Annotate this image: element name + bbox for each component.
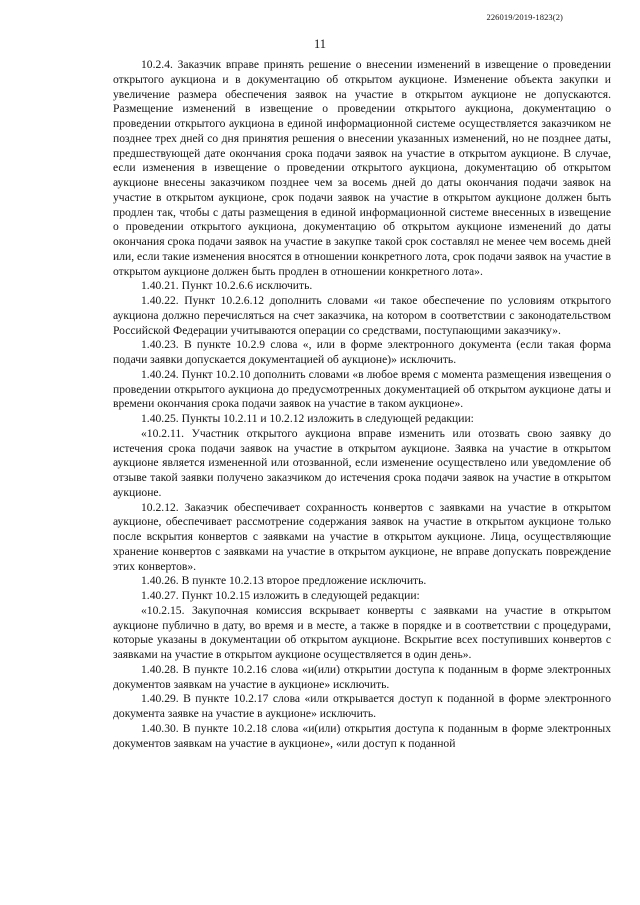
paragraph: 1.40.21. Пункт 10.2.6.6 исключить. — [141, 279, 313, 293]
page-number: 11 — [313, 37, 327, 51]
paragraph: 1.40.26. В пункте 10.2.13 второе предложение исключить. — [141, 574, 427, 588]
paragraph: 1.40.30. В пункте 10.2.18 слова «и(или) открытия доступа к поданным в форме электронных документов заявкам на участие в аукционе», «или доступ к поданной — [113, 721, 611, 750]
paragraph: 10.2.4. Заказчик вправе принять решение о внесении изменений в извещение о проведении открытого аукциона и в документацию об открытом аукционе. Изменение объекта закупки и увеличение размера обеспечения заявок на участие в открытом аукционе не допускаются. Размещение изменений в извещение о проведении открытого аукциона, документацию о проведении открытого аукциона в единой информационной системе осуществляется заказчиком не позднее трех дней со дня принятия решения о внесении указанных изменений, но не позднее даты, предшествующей дате окончания срока подачи заявок на участие в открытом аукционе. В случае, если изменения в извещение о проведении открытого аукциона, документацию об открытом аукционе внесены заказчиком позднее чем за восемь дней до даты окончания подачи заявок на участие в открытом аукционе, срок подачи заявок на участие в открытом аукционе должен быть продлен так, чтобы с даты размещения в единой информационной системе внесенных в извещение о проведении открытого аукциона, документацию об открытом аукционе изменений до даты окончания срока подачи заявок на участие в закупке такой срок составлял не менее чем восемь дней или, если такие изменения вносятся в отношении конкретного лота, срок подачи заявок на участие в открытом аукционе должен быть продлен в отношении конкретного лота». — [113, 58, 611, 278]
paragraph: 1.40.22. Пункт 10.2.6.12 дополнить словами «и такое обеспечение по условиям открытого аукциона должно перечисляться на счет заказчика, на котором в соответствии с законодательством Российской Федерации учитываются операции со средствами, поступающими заказчику». — [113, 294, 611, 337]
paragraph: 10.2.12. Заказчик обеспечивает сохранность конвертов с заявками на участие в открытом аукционе, обеспечивает рассмотрение содержания заявок на участие в открытом аукционе только после вскрытия конвертов с заявками на участие в открытом аукционе. Лица, осуществляющие хранение конвертов с заявками на участие в открытом аукционе, не вправе допускать повреждение этих конвертов». — [113, 500, 611, 573]
document-number: 226019/2019-1823(2) — [486, 12, 563, 22]
paragraph: 1.40.27. Пункт 10.2.15 изложить в следующей редакции: — [141, 589, 420, 602]
paragraph: 1.40.25. Пункты 10.2.11 и 10.2.12 изложить в следующей редакции: — [141, 412, 474, 425]
paragraph: 1.40.24. Пункт 10.2.10 дополнить словами «в любое время с момента размещения извещения о проведении открытого аукциона до предусмотренных документацией об открытом аукционе даты и времени окончания срока подачи заявок на участие в таком аукционе». — [113, 367, 611, 411]
document-body — [113, 58, 611, 751]
paragraph: 1.40.23. В пункте 10.2.9 слова «, или в форме электронного документа (если такая форма подачи заявки допускается документацией об аукционе)» исключить. — [113, 338, 611, 366]
paragraph: «10.2.15. Закупочная комиссия вскрывает конверты с заявками на участие в открытом аукционе публично в дату, во время и в месте, а также в порядке и в соответствии с процедурами, которые указаны в документации об открытом аукционе. Вскрытие всех поступивших конвертов с заявками на участие в открытом аукционе осуществляется в один день». — [113, 603, 611, 661]
paragraph: «10.2.11. Участник открытого аукциона вправе изменить или отозвать свою заявку до истечения срока подачи заявок на участие в открытом аукционе. Заявка на участие в открытом аукционе является измененной или отозванной, если изменение осуществлено или уведомление об отзыве такой заявки получено заказчиком до истечения срока подачи заявок на участие в открытом аукционе. — [113, 426, 611, 499]
paragraph: 1.40.29. В пункте 10.2.17 слова «или открывается доступ к поданной в форме электронного документа заявке на участие в аукционе» исключить. — [113, 692, 611, 720]
paragraph: 1.40.28. В пункте 10.2.16 слова «и(или) открытии доступа к поданным в форме электронных документов заявкам на участие в аукционе» исключить. — [113, 662, 611, 691]
